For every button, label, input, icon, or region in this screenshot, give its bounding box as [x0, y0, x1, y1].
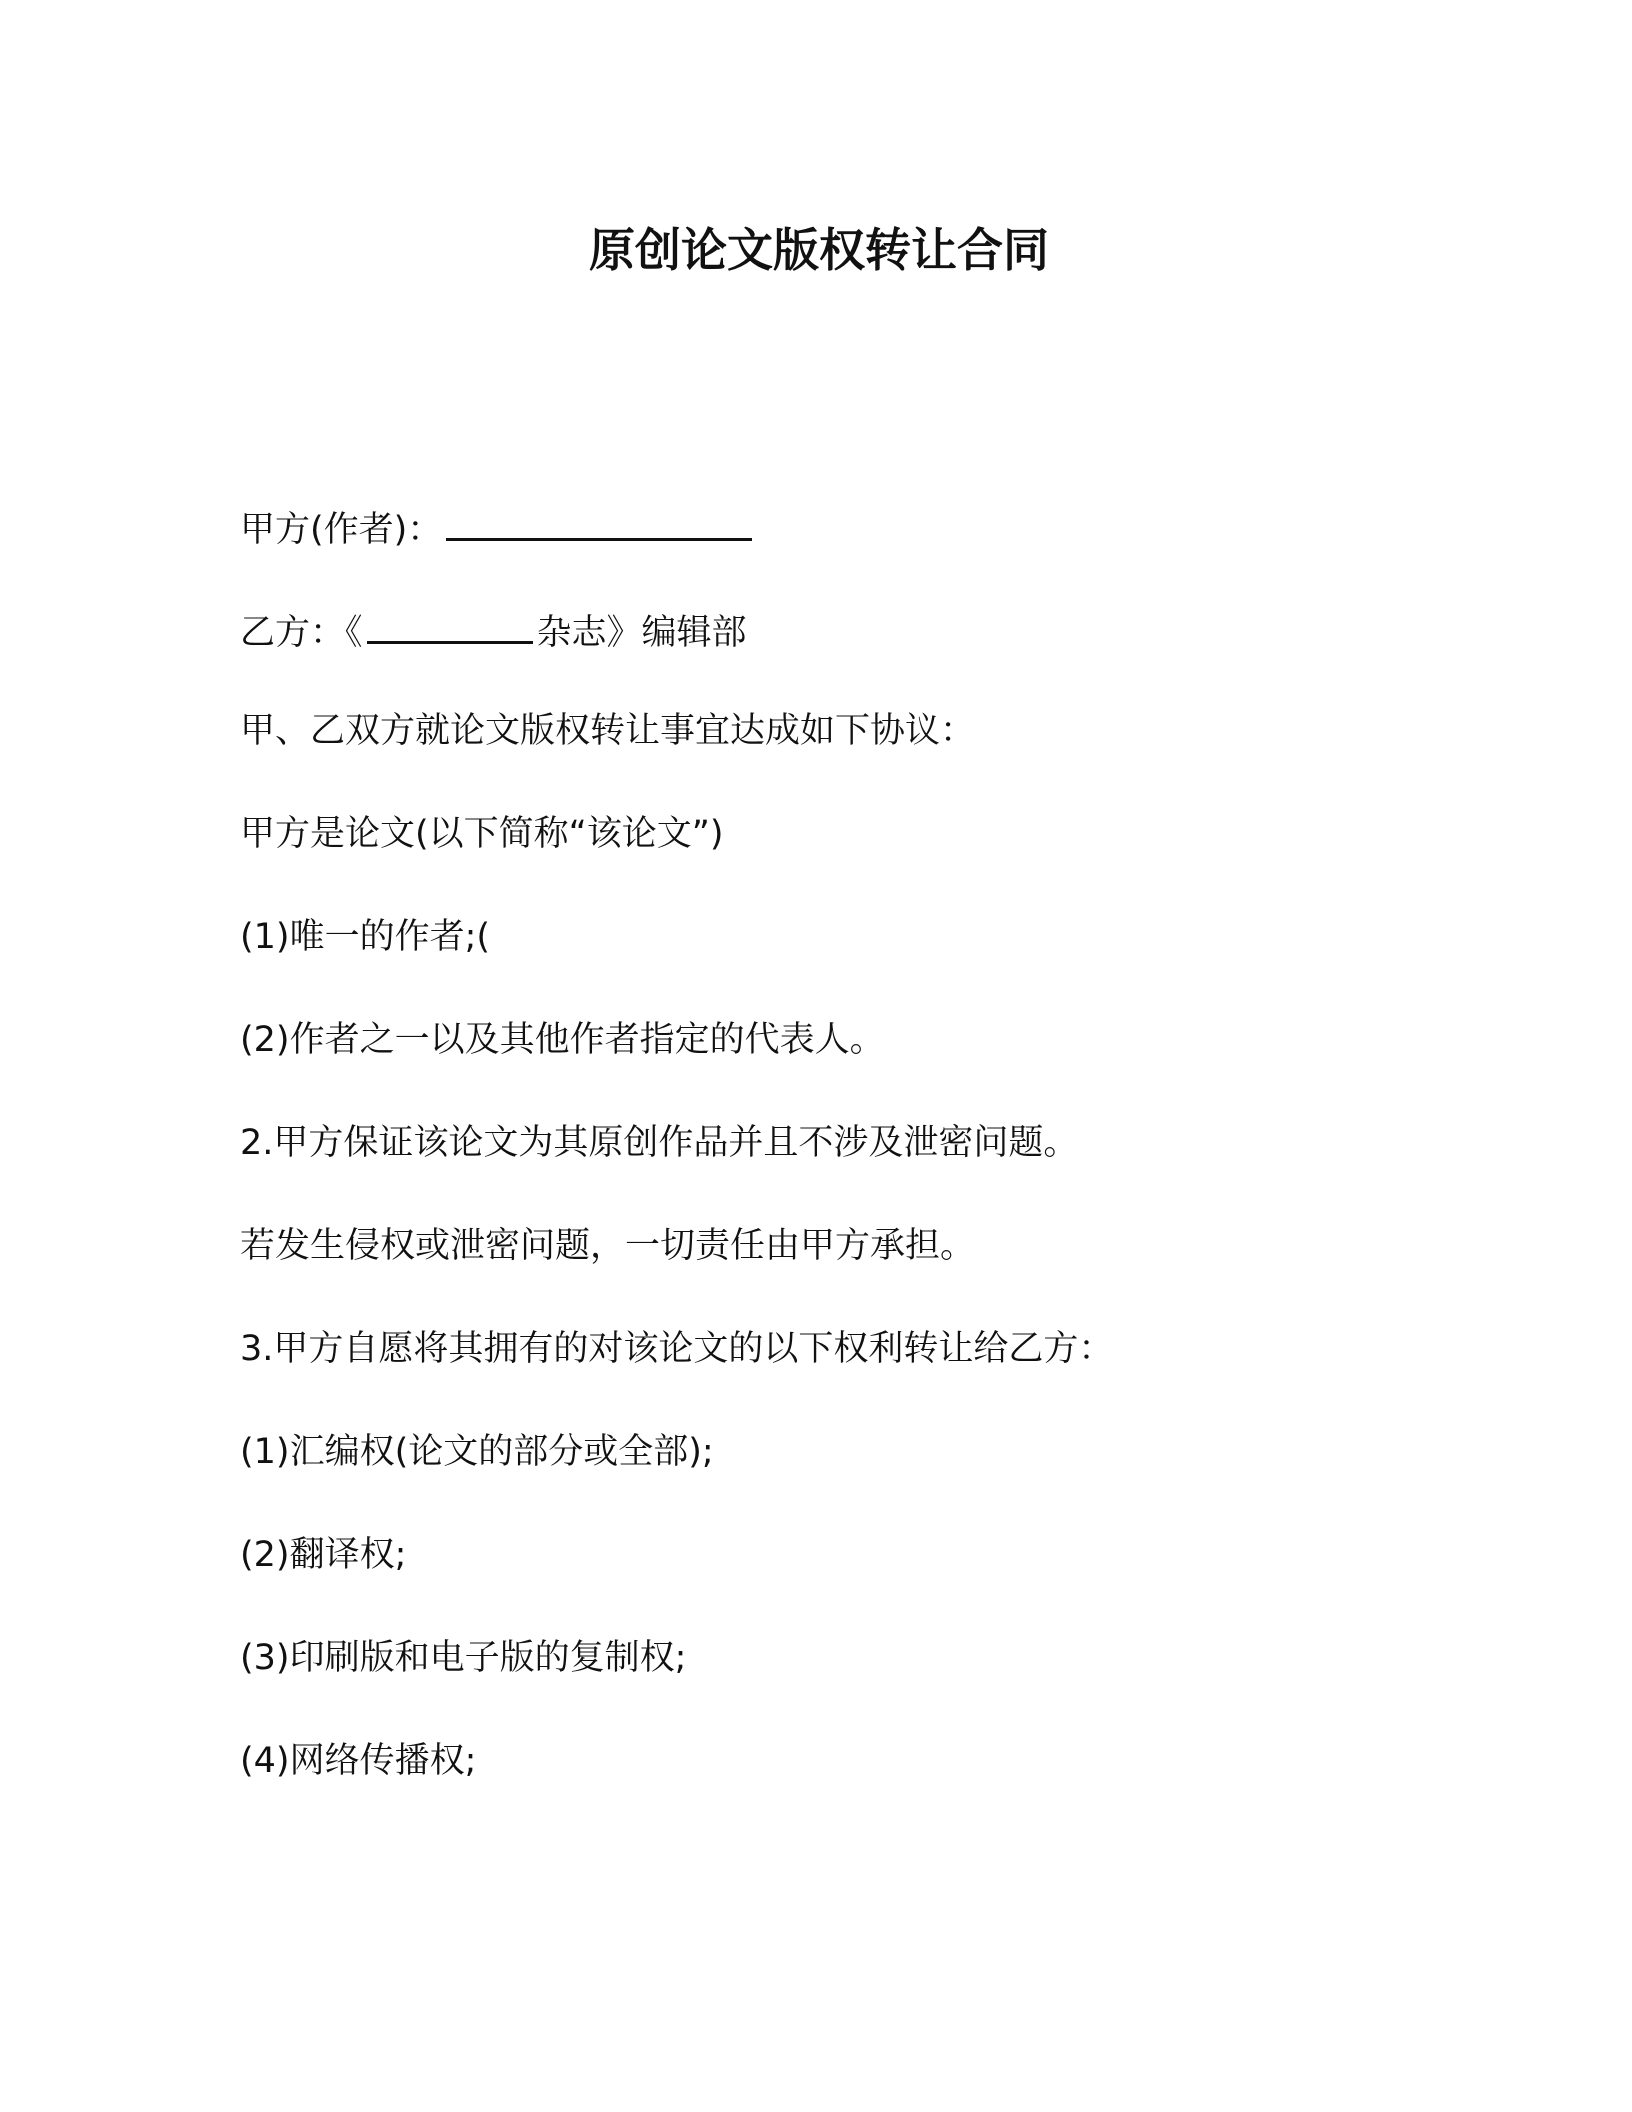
right-item-3: (3)印刷版和电子版的复制权; — [240, 1638, 687, 1678]
right-item-2: (2)翻译权; — [240, 1535, 407, 1575]
paper-author-statement: 甲方是论文(以下简称“该论文”) — [240, 814, 724, 854]
party-b-suffix: 杂志》编辑部 — [536, 613, 747, 653]
right-item-4: (4)网络传播权; — [240, 1741, 477, 1781]
clause-3: 3.甲方自愿将其拥有的对该论文的以下权利转让给乙方： — [240, 1329, 1114, 1369]
party-a-name-blank — [446, 500, 752, 541]
right-item-1: (1)汇编权(论文的部分或全部); — [240, 1432, 714, 1472]
party-b-prefix: 乙方：《 — [240, 613, 363, 653]
party-b-line — [240, 603, 747, 658]
party-a-label: 甲方(作者)： — [240, 510, 443, 550]
party-a-line — [240, 500, 756, 555]
author-option-1: (1)唯一的作者;( — [240, 917, 491, 957]
agreement-intro: 甲、乙双方就论文版权转让事宜达成如下协议： — [240, 711, 976, 751]
clause-2: 2.甲方保证该论文为其原创作品并且不涉及泄密问题。 — [240, 1123, 1079, 1163]
journal-name-blank — [367, 603, 533, 644]
clause-2-liability: 若发生侵权或泄密问题，一切责任由甲方承担。 — [240, 1226, 976, 1266]
document-title: 原创论文版权转让合同 — [589, 223, 1049, 277]
author-option-2: (2)作者之一以及其他作者指定的代表人。 — [240, 1020, 885, 1060]
